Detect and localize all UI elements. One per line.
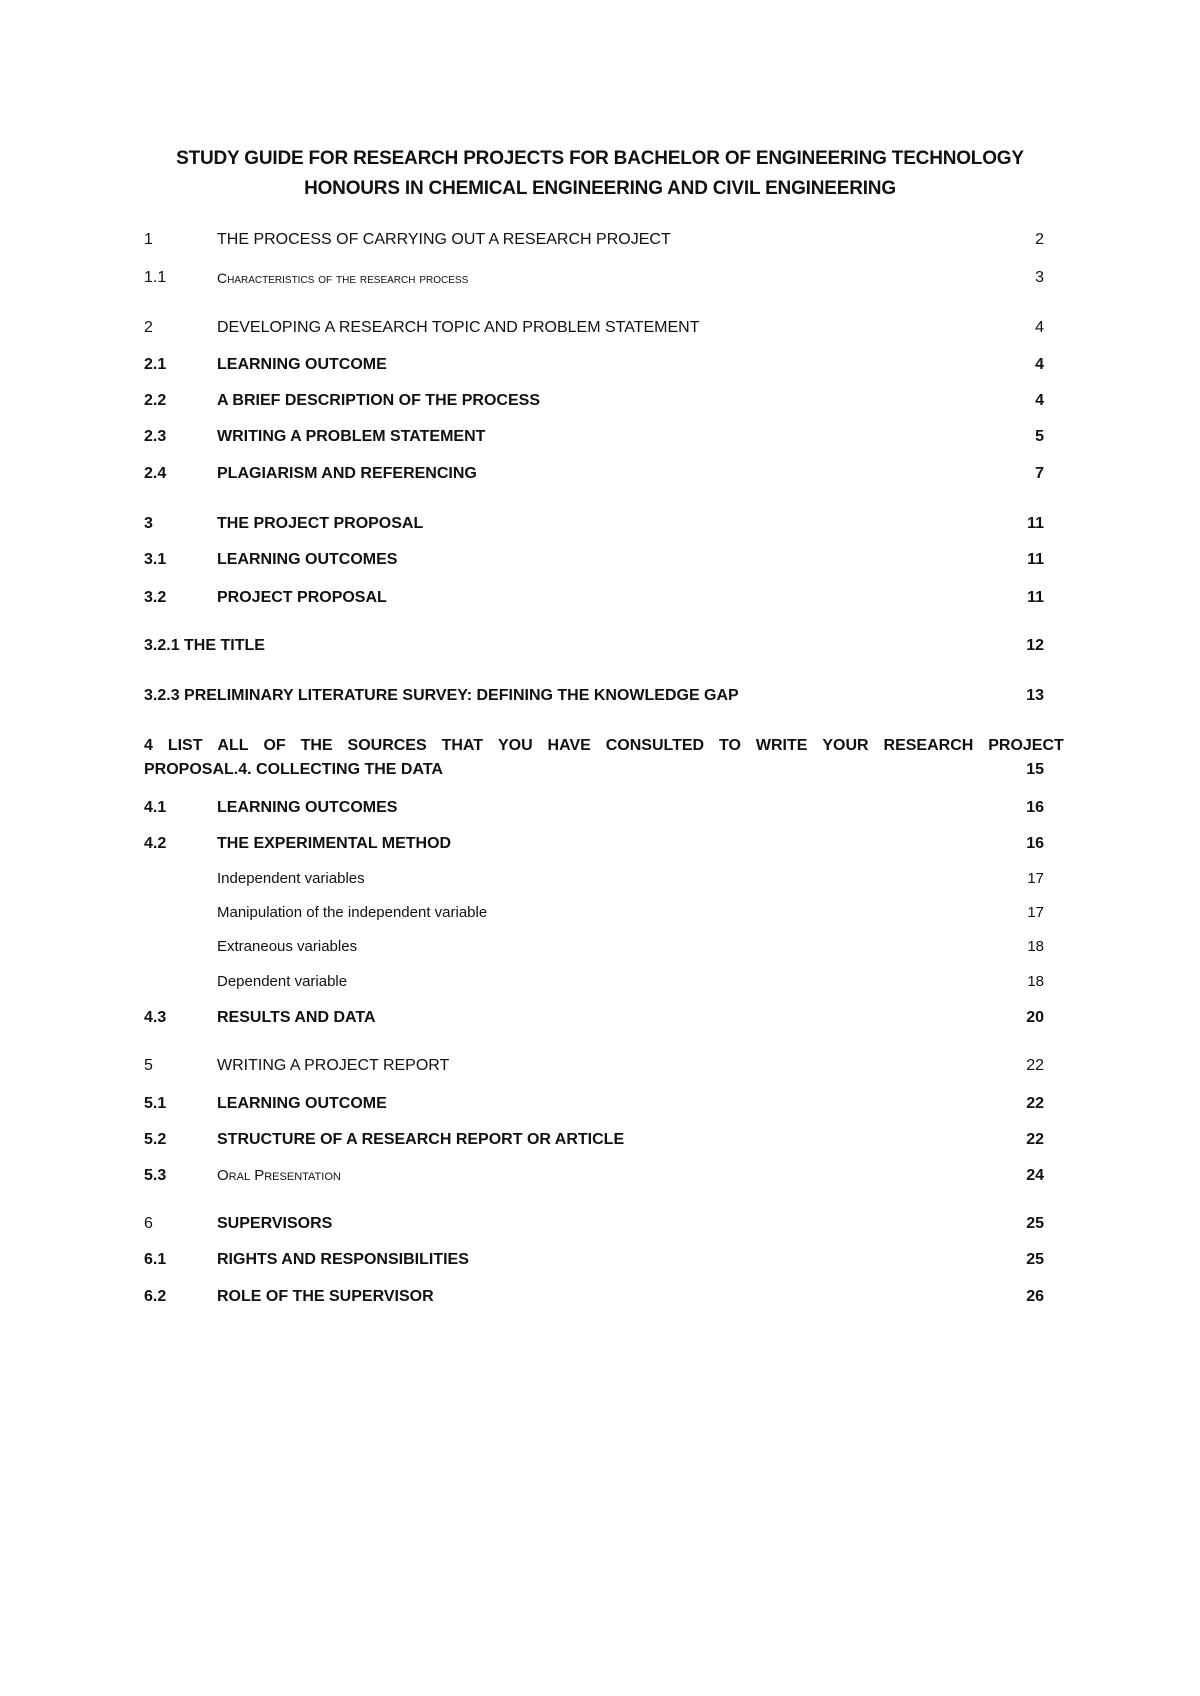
toc-page: 11	[1027, 551, 1044, 568]
toc-page: 4	[1035, 319, 1044, 336]
toc-page: 7	[1035, 465, 1044, 482]
toc-number: 4.1	[144, 799, 167, 816]
toc-label: LEARNING OUTCOMES	[217, 799, 398, 816]
toc-entry-5-3[interactable]	[144, 1164, 1064, 1188]
toc-page: 25	[1026, 1215, 1044, 1232]
toc-label: LEARNING OUTCOME	[217, 1095, 387, 1112]
toc-number: 6.2	[144, 1288, 167, 1305]
toc-number: 4.3	[144, 1009, 167, 1026]
toc-number: 4.2	[144, 835, 167, 852]
toc-label: 3.2.3 PRELIMINARY LITERATURE SURVEY: DEFINING THE KNOWLEDGE GAP	[144, 687, 739, 704]
toc-number: 2.3	[144, 428, 167, 445]
toc-number: 1	[144, 231, 153, 248]
toc-entry-3-2-1[interactable]	[144, 634, 1064, 658]
toc-entry-4-2[interactable]	[144, 832, 1064, 856]
toc-page: 18	[1027, 973, 1044, 990]
toc-label: SUPERVISORS	[217, 1215, 333, 1232]
toc-entry-6[interactable]	[144, 1212, 1064, 1236]
toc-word: CONSULTED	[605, 737, 705, 754]
toc-page: 16	[1026, 799, 1044, 816]
toc-label: THE PROJECT PROPOSAL	[217, 515, 424, 532]
toc-number: 6	[144, 1215, 153, 1232]
toc-page: 17	[1027, 904, 1044, 921]
toc-number: 3.2	[144, 589, 167, 606]
toc-label: THE EXPERIMENTAL METHOD	[217, 835, 452, 852]
toc-entry-4-1[interactable]	[144, 796, 1064, 820]
toc-word: SOURCES	[347, 737, 427, 754]
toc-number: 5.2	[144, 1131, 167, 1148]
toc-page: 24	[1026, 1167, 1044, 1184]
toc-entry-4[interactable]	[144, 734, 1064, 782]
toc-word: YOUR	[822, 737, 869, 754]
toc-label: THE PROCESS OF CARRYING OUT A RESEARCH PROJECT	[217, 231, 671, 248]
toc-number: 2.1	[144, 356, 167, 373]
toc-number: 6.1	[144, 1251, 167, 1268]
toc-word: THE	[300, 737, 333, 754]
toc-label: Characteristics of the research process	[217, 270, 469, 286]
toc-number: 3.1	[144, 551, 167, 568]
toc-label: WRITING A PROJECT REPORT	[217, 1057, 450, 1074]
toc-page: 16	[1026, 835, 1044, 852]
toc-label: Manipulation of the independent variable	[217, 904, 488, 921]
toc-entry-5-1[interactable]	[144, 1092, 1064, 1116]
toc-word: WRITE	[755, 737, 808, 754]
toc-word: LIST	[167, 737, 203, 754]
toc-entry-3-2-3[interactable]	[144, 684, 1064, 708]
toc-number: 4	[144, 737, 153, 754]
toc-entry-2-2[interactable]	[144, 389, 1064, 413]
toc-page: 2	[1035, 231, 1044, 248]
toc-page: 22	[1026, 1095, 1044, 1112]
toc-page: 22	[1026, 1057, 1044, 1074]
toc-page: 15	[1026, 761, 1044, 778]
toc-number: 2.4	[144, 465, 167, 482]
toc-label-line-2	[144, 758, 1064, 782]
toc-page: 17	[1027, 870, 1044, 887]
toc-entry-1-1[interactable]	[144, 266, 1064, 290]
toc-entry-3-1[interactable]	[144, 548, 1064, 572]
toc-page: 4	[1035, 356, 1044, 373]
toc-label: LEARNING OUTCOME	[217, 356, 387, 373]
toc-label: Extraneous variables	[217, 938, 358, 955]
toc-entry-2-4[interactable]	[144, 462, 1064, 486]
toc-word: RESEARCH	[883, 737, 974, 754]
toc-entry-1[interactable]	[144, 228, 1064, 252]
toc-entry-dependent-variable[interactable]	[144, 970, 1064, 994]
toc-label: LEARNING OUTCOMES	[217, 551, 398, 568]
toc-page: 25	[1026, 1251, 1044, 1268]
toc-entry-5[interactable]	[144, 1054, 1064, 1078]
toc-label: Independent variables	[217, 870, 365, 887]
toc-page: 22	[1026, 1131, 1044, 1148]
toc-number: 5.1	[144, 1095, 167, 1112]
toc-label-continuation: PROPOSAL.4. COLLECTING THE DATA	[144, 761, 443, 778]
toc-number: 3	[144, 515, 153, 532]
document-title-line-2: HONOURS IN CHEMICAL ENGINEERING AND CIVIL ENGINEERING	[304, 178, 896, 199]
toc-label: ROLE OF THE SUPERVISOR	[217, 1288, 434, 1305]
toc-label: Dependent variable	[217, 973, 348, 990]
toc-page: 26	[1026, 1288, 1044, 1305]
toc-entry-independent-variables[interactable]	[144, 867, 1064, 891]
toc-word: PROJECT	[988, 737, 1064, 754]
document-title-line-1: STUDY GUIDE FOR RESEARCH PROJECTS FOR BACHELOR OF ENGINEERING TECHNOLOGY	[176, 148, 1024, 169]
toc-word: OF	[263, 737, 286, 754]
toc-page: 18	[1027, 938, 1044, 955]
toc-entry-3[interactable]	[144, 512, 1064, 536]
toc-word: YOU	[497, 737, 533, 754]
toc-number: 2.2	[144, 392, 167, 409]
toc-page: 20	[1026, 1009, 1044, 1026]
toc-page: 13	[1026, 687, 1044, 704]
toc-label: DEVELOPING A RESEARCH TOPIC AND PROBLEM STATEMENT	[217, 319, 700, 336]
toc-word: HAVE	[547, 737, 591, 754]
toc-entry-5-2[interactable]	[144, 1128, 1064, 1152]
toc-number: 2	[144, 319, 153, 336]
toc-entry-6-2[interactable]	[144, 1285, 1064, 1309]
toc-label: WRITING A PROBLEM STATEMENT	[217, 428, 486, 445]
toc-label: PLAGIARISM AND REFERENCING	[217, 465, 477, 482]
toc-label: RIGHTS AND RESPONSIBILITIES	[217, 1251, 469, 1268]
toc-word: TO	[719, 737, 741, 754]
toc-label: RESULTS AND DATA	[217, 1009, 376, 1026]
toc-page: 3	[1035, 269, 1044, 286]
toc-number: 5.3	[144, 1167, 167, 1184]
toc-entry-manipulation[interactable]	[144, 901, 1064, 925]
toc-label: PROJECT PROPOSAL	[217, 589, 387, 606]
toc-number: 5	[144, 1057, 153, 1074]
toc-entry-2-3[interactable]	[144, 425, 1064, 449]
toc-entry-3-2[interactable]	[144, 586, 1064, 610]
toc-label: A BRIEF DESCRIPTION OF THE PROCESS	[217, 392, 540, 409]
toc-page: 5	[1035, 428, 1044, 445]
toc-page: 11	[1027, 589, 1044, 606]
toc-entry-4-3[interactable]	[144, 1006, 1064, 1030]
toc-page: 4	[1035, 392, 1044, 409]
toc-label-line-1	[144, 734, 1064, 758]
toc-entry-2-1[interactable]	[144, 353, 1064, 377]
toc-page: 11	[1027, 515, 1044, 532]
toc-entry-extraneous-variables[interactable]	[144, 935, 1064, 959]
toc-entry-2[interactable]	[144, 316, 1064, 340]
toc-word: THAT	[441, 737, 484, 754]
toc-word: ALL	[217, 737, 249, 754]
toc-label: STRUCTURE OF A RESEARCH REPORT OR ARTICLE	[217, 1131, 625, 1148]
toc-page: 12	[1026, 637, 1044, 654]
toc-number: 1.1	[144, 269, 167, 286]
toc-entry-6-1[interactable]	[144, 1248, 1064, 1272]
toc-label: Oral Presentation	[217, 1167, 341, 1184]
toc-label: 3.2.1 THE TITLE	[144, 637, 265, 654]
